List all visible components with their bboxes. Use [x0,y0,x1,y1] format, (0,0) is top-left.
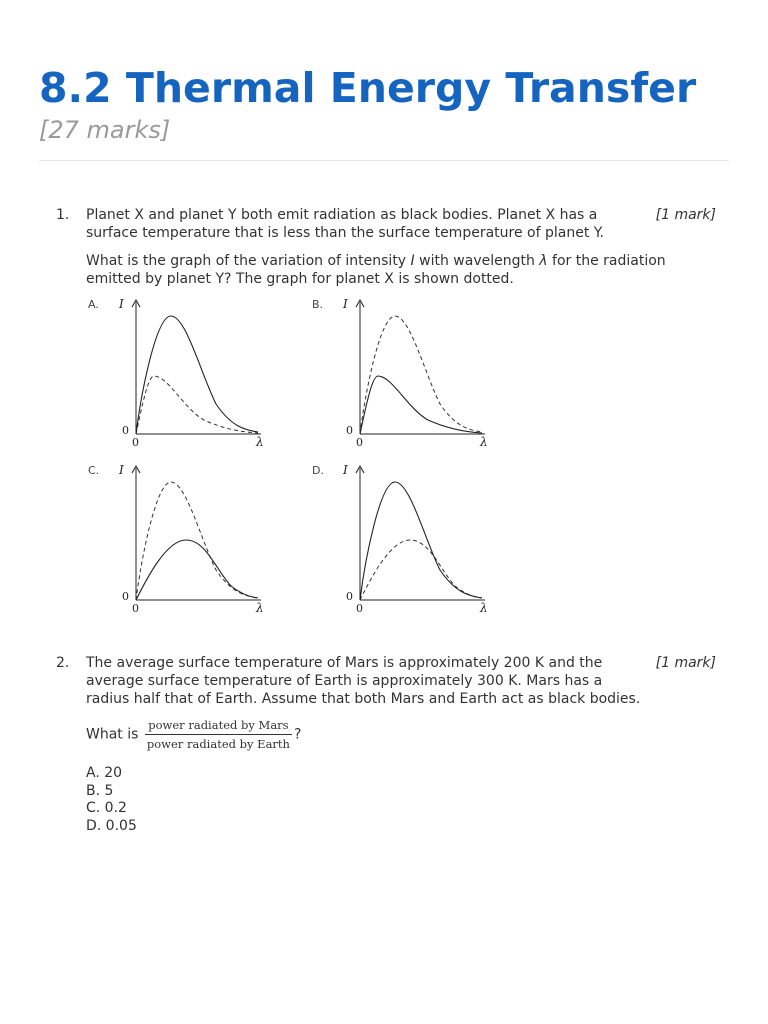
page-title: 8.2 Thermal Energy Transfer [39,64,697,112]
question-prompt: What is the graph of the variation of intensity I with wavelength λ for the radiation emitted by planet Y? The graph for planet X is shown dotted. [86,253,666,287]
option-a: A. 20 [86,765,123,781]
planet-x-curve [360,540,482,600]
question-number: 1. [56,207,70,223]
origin-y-label: 0 [346,424,353,437]
intensity-axis-label: I [119,463,124,477]
origin-y-label: 0 [122,424,129,437]
fraction-numerator: power radiated by Mars [145,718,292,735]
wavelength-axis-label: λ [256,435,264,446]
wavelength-axis-label: λ [480,435,488,446]
intensity-axis-label: I [343,463,348,477]
planet-x-curve [360,316,482,434]
origin-x-label: 0 [356,602,363,612]
total-marks: [27 marks] [39,116,171,144]
question-text: Planet X and planet Y both emit radiation as black bodies. Planet X has a surface temperature that is less than the surface temperature of planet Y. [86,207,604,241]
planet-y-curve [136,316,258,434]
header-divider [39,160,729,161]
planet-y-curve [136,540,258,600]
graph-option-label: B. [312,298,324,311]
graph-c [86,460,276,612]
ratio-fraction [145,718,292,751]
question-marks: [1 mark] [655,655,716,671]
origin-x-label: 0 [132,602,139,612]
origin-x-label: 0 [356,436,363,446]
planet-x-curve [136,376,258,434]
option-d: D. 0.05 [86,817,137,834]
answer-options [86,765,686,835]
question-number: 2. [56,655,70,671]
intensity-axis-label: I [119,297,124,311]
question-prompt: What is $\frac{\text{power radiated by Mars}}{\text{power radiated by Earth}}$ ? [86,718,302,751]
intensity-axis-label: I [343,297,348,311]
option-b: B. 5 [86,782,114,799]
planet-x-curve [136,482,258,600]
question-marks: [1 mark] [655,207,716,223]
wavelength-axis-label: λ [256,601,264,612]
planet-y-curve [360,376,482,434]
graph-option-label: C. [88,464,100,477]
fraction-denominator: power radiated by Earth [146,737,290,751]
origin-x-label: 0 [132,436,139,446]
origin-y-label: 0 [346,590,353,603]
wavelength-axis-label: λ [480,601,488,612]
graph-b [310,294,500,446]
graph-option-label: A. [88,298,99,311]
origin-y-label: 0 [122,590,129,603]
planet-y-curve [360,482,482,600]
graph-a [86,294,276,446]
question-text: The average surface temperature of Mars is approximately 200 K and the average surface temperature of Earth is approximately 300 K. Mars has a radius half that of Earth. Assume that both Mars and Earth act as black bodies. [86,655,641,707]
graph-option-label: D. [312,464,324,477]
option-c: C. 0.2 [86,800,127,816]
graph-d [310,460,500,612]
